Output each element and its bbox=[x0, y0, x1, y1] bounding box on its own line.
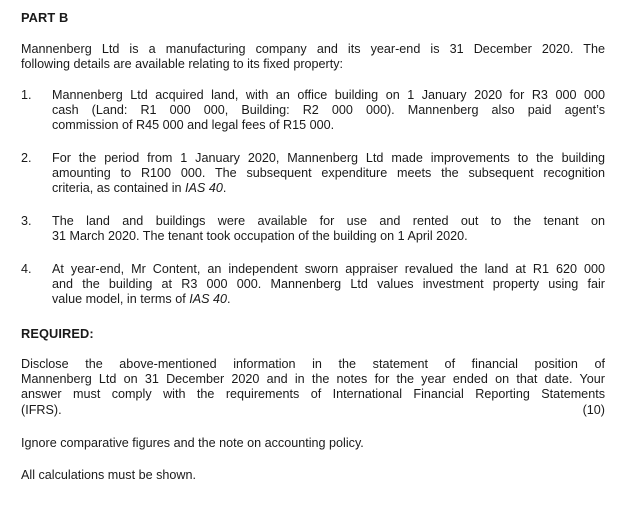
list-item-number: 4. bbox=[21, 262, 32, 276]
list-item-line: amounting to R100 000. The subsequent expenditure meets the subsequent recognition bbox=[52, 166, 605, 181]
required-last-line bbox=[21, 403, 605, 418]
marks-allocation: (10) bbox=[582, 402, 605, 417]
list-item-line: commission of R45 000 and legal fees of R15 000. bbox=[52, 118, 335, 133]
list-item-line: At year-end, Mr Content, an independent sworn appraiser revalued the land at R1 620 000 bbox=[52, 262, 605, 276]
list-item-text bbox=[52, 88, 605, 134]
required-line: answer must comply with the requirements of International Financial Reporting Statements bbox=[21, 387, 605, 402]
list-item-line: and the building at R3 000 000. Mannenberg Ltd values investment property using fair bbox=[52, 277, 605, 292]
list-item-text bbox=[52, 151, 605, 197]
part-heading: PART B bbox=[21, 10, 69, 25]
list-item-text bbox=[52, 262, 605, 308]
required-line: (IFRS). bbox=[21, 402, 62, 417]
list-item-number: 1. bbox=[21, 88, 32, 102]
list-item-number: 3. bbox=[21, 214, 32, 228]
list-item-line: criteria, as contained in IAS 40. bbox=[52, 181, 227, 196]
intro-line: Mannenberg Ltd is a manufacturing company and its year-end is 31 December 2020. The bbox=[21, 42, 605, 56]
standard-reference: IAS 40 bbox=[189, 292, 228, 307]
list-item-line: value model, in terms of IAS 40. bbox=[52, 292, 231, 307]
list-item-line: Mannenberg Ltd acquired land, with an office building on 1 January 2020 for R3 000 000 bbox=[52, 88, 605, 102]
intro-line: following details are available relating to its fixed property: bbox=[21, 57, 344, 72]
list-item-line: 31 March 2020. The tenant took occupation of the building on 1 April 2020. bbox=[52, 229, 468, 244]
required-line: Disclose the above-mentioned information in the statement of financial position of bbox=[21, 357, 605, 371]
intro-paragraph bbox=[21, 42, 605, 72]
list-item-number: 2. bbox=[21, 151, 32, 165]
list-item-line: For the period from 1 January 2020, Mannenberg Ltd made improvements to the building bbox=[52, 151, 605, 165]
list-item-line: The land and buildings were available for use and rented out to the tenant on bbox=[52, 214, 605, 228]
required-paragraph bbox=[21, 357, 605, 418]
required-heading: REQUIRED: bbox=[21, 326, 94, 341]
standard-reference: IAS 40 bbox=[185, 181, 223, 196]
required-line: Mannenberg Ltd on 31 December 2020 and in the notes for the year ended on that date. Your bbox=[21, 372, 605, 387]
note-calculations: All calculations must be shown. bbox=[21, 468, 196, 482]
note-comparatives: Ignore comparative figures and the note on accounting policy. bbox=[21, 436, 364, 450]
list-item-line: cash (Land: R1 000 000, Building: R2 000 000). Mannenberg also paid agent’s bbox=[52, 103, 605, 118]
list-item-text bbox=[52, 214, 605, 244]
